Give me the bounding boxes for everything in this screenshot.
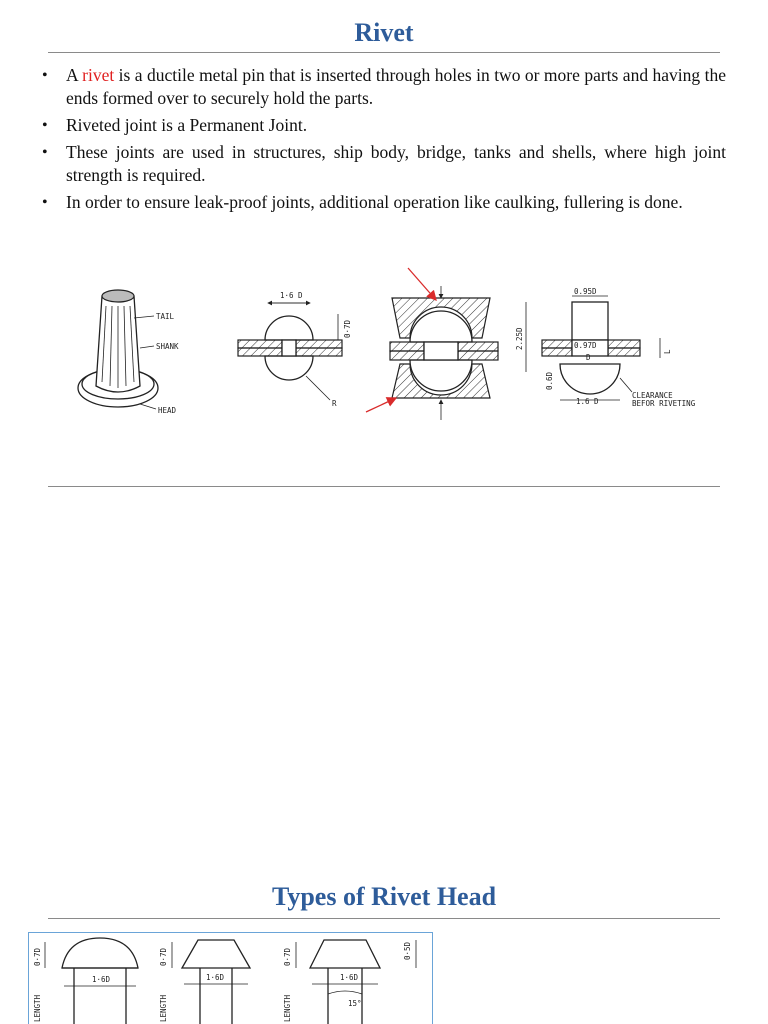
label-shank: SHANK [156,342,179,351]
riveted-joint-section [238,291,352,408]
label-tail: TAIL [156,312,175,321]
label-length-b: LENGTH [159,994,168,1022]
slide-title-types-of-rivet-head: Types of Rivet Head [271,882,497,911]
title-rule-2 [48,918,720,919]
label-d: D [586,353,591,362]
label-0-7d: 0·7D [343,319,352,338]
bullet-rivet-definition: • A rivet is a ductile metal pin that is inserted through holes in two or more parts and having the ends formed over to securely hold the parts. [40,64,726,110]
label-radius: R [332,399,337,408]
label-l: L [663,349,672,354]
label-1-6d-a: 1·6D [92,975,111,984]
label-1-6d-b: 1.6 D [576,397,599,406]
bullet-permanent-joint: • Riveted joint is a Permanent Joint. [40,114,726,137]
label-0-5d: 0·5D [403,941,412,960]
label-1-6d-c: 1·6D [340,973,359,982]
slide-separator-rule [48,486,720,487]
label-before-riveting: BEFOR RIVETING [632,399,696,408]
riveting-dies-section [366,268,498,420]
label-0-7d-a: 0·7D [33,947,42,966]
label-length-c: LENGTH [283,994,292,1022]
label-0-7d-c: 0·7D [283,947,292,966]
title-rule [48,52,720,53]
bullet-list [40,64,726,218]
rivet-pictorial [78,290,179,415]
before-riveting-section [515,287,696,408]
slide-title-rivet: Rivet [354,18,414,47]
label-1-6d-b: 1·6D [206,973,225,982]
rivet-diagram [60,258,740,430]
label-0-95d: 0.95D [574,287,597,296]
label-2-25d: 2.25D [515,327,524,350]
label-clearance: CLEARANCE [632,391,673,400]
bullet-leak-proof: • In order to ensure leak-proof joints, additional operation like caulking, fullering is done. [40,191,726,214]
label-angle-15: 15° [348,999,362,1008]
label-1-6d: 1·6 D [280,291,303,300]
rivet-head-types-diagram [28,932,433,1024]
label-head: HEAD [158,406,177,415]
bullet-uses: • These joints are used in structures, ship body, bridge, tanks and shells, where high joint strength is required. [40,141,726,187]
label-length-a: LENGTH [33,994,42,1022]
rivet-highlight: rivet [82,65,115,85]
label-0-6d: 0.6D [545,371,554,390]
label-0-7d-b: 0·7D [159,947,168,966]
label-0-97d: 0.97D [574,341,597,350]
